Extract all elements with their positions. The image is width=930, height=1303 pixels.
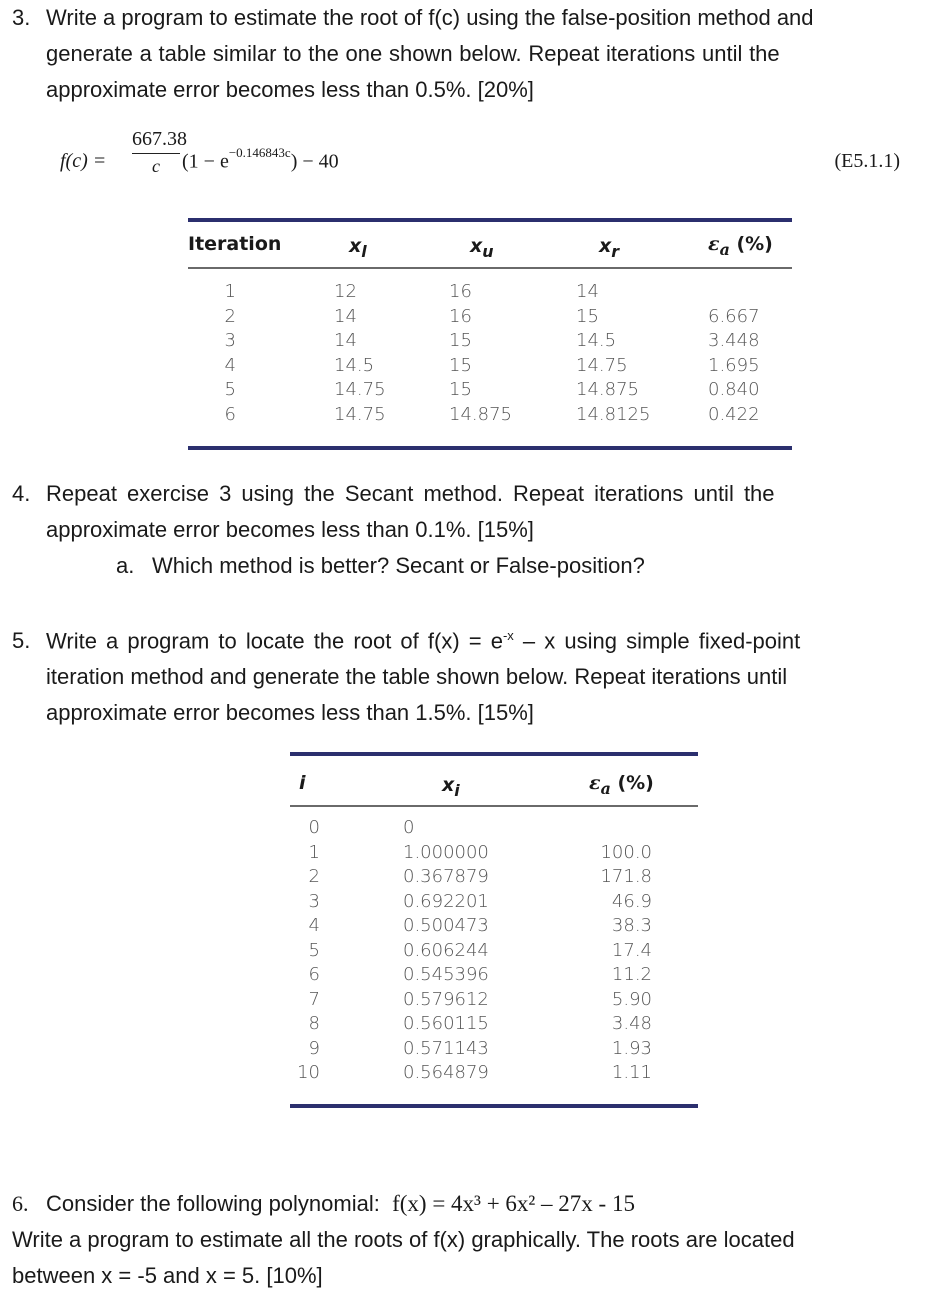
question-6-line-2: Write a program to estimate all the roots of f(x) graphically. The roots are located (12, 1227, 795, 1252)
question-3 (12, 0, 917, 108)
header-iteration: Iteration (188, 233, 282, 255)
table-cell: 2 (308, 866, 320, 887)
header-i: i (299, 772, 306, 794)
fixed-point-table (290, 752, 698, 1112)
table-cell: 1.695 (708, 354, 760, 376)
table-cell: 15 (449, 379, 472, 400)
equation-tag: (E5.1.1) (834, 150, 900, 172)
table-cell: 15 (449, 354, 472, 376)
question-3-line-2: generate a table similar to the one shown below. Repeat iterations until the (46, 41, 780, 66)
question-text-end: – x using simple fixed-point (513, 628, 801, 654)
table-cell: 14.875 (449, 403, 512, 425)
question-5-line-2: iteration method and generate the table shown below. Repeat iterations until (46, 664, 788, 690)
fraction-denominator: c (152, 156, 160, 176)
ea-column (708, 280, 788, 427)
subquestion-text: Which method is better? Secant or False-position? (152, 553, 645, 578)
table-cell: 1.93 (611, 1037, 652, 1059)
table-cell: 15 (576, 305, 599, 327)
polynomial: f(x) = 4x³ + 6x² – 27x - 15 (392, 1191, 635, 1216)
table-cell: 6 (224, 403, 236, 425)
table-header-rule (290, 805, 698, 807)
table-cell: 0.564879 (403, 1062, 489, 1083)
table-cell: 3.48 (611, 1013, 652, 1034)
header-xi-sub: i (454, 780, 460, 800)
subquestion-label: a. (116, 553, 135, 578)
table-cell: 46.9 (611, 890, 652, 912)
table-cell: 2 (224, 305, 236, 327)
question-4a (116, 548, 645, 584)
question-number: 6. (12, 1191, 29, 1216)
table-cell: 0.560115 (403, 1013, 489, 1034)
table-cell: 1.11 (611, 1062, 652, 1083)
table-cell: 5.90 (611, 988, 652, 1010)
table-cell: 4 (224, 354, 236, 376)
iteration-column (208, 280, 236, 427)
equation-body (182, 145, 339, 174)
table-cell: 0.367879 (403, 866, 489, 887)
table-cell: 14.75 (334, 403, 386, 425)
table-cell: 0 (403, 817, 415, 838)
question-6 (12, 1186, 917, 1294)
question-number: 4. (12, 481, 31, 506)
i-column (290, 816, 320, 1086)
header-xu (470, 235, 494, 261)
xr-column (576, 280, 676, 427)
question-number: 5. (12, 628, 31, 654)
table-cell: 14.5 (334, 354, 375, 376)
table-cell: 3 (224, 330, 236, 351)
header-ea-sub: a (600, 778, 611, 798)
table-cell: 3.448 (708, 330, 760, 351)
header-ea-unit: (%) (610, 772, 654, 794)
table-bottom-rule (188, 446, 792, 450)
question-text: Write a program to estimate the root of f(c) using the false-position method and (46, 5, 814, 30)
table-cell: 15 (449, 330, 472, 351)
table-header-rule (188, 267, 792, 269)
table-cell: 0.840 (708, 379, 760, 400)
xu-column (449, 280, 539, 427)
table-cell: 16 (449, 281, 472, 302)
table-cell: 0.422 (708, 403, 760, 425)
table-cell: 0.571143 (403, 1037, 489, 1059)
table-cell (708, 280, 788, 305)
table-cell: 11.2 (611, 964, 652, 985)
table-cell: 5 (308, 939, 320, 961)
table-cell: 100.0 (600, 841, 652, 863)
header-ea-sub: a (719, 239, 730, 259)
header-ea (589, 772, 654, 798)
question-3-line-1 (12, 0, 917, 36)
table-top-rule (290, 752, 698, 756)
question-4 (12, 476, 917, 548)
question-5-line-1 (12, 618, 917, 659)
table-cell: 6.667 (708, 305, 760, 327)
table-cell: 0.579612 (403, 988, 489, 1010)
equation-body-a: (1 − e (182, 150, 229, 173)
header-xu-sub: u (482, 241, 494, 261)
ea-column (582, 816, 652, 1086)
table-cell: 4 (308, 915, 320, 936)
table-cell (582, 816, 652, 841)
equation-lhs: f(c) = (60, 150, 107, 172)
table-cell: 0.692201 (403, 890, 489, 912)
question-3-line-3: approximate error becomes less than 0.5%. [20%] (46, 77, 534, 102)
header-ea-unit: (%) (729, 233, 773, 255)
table-cell: 6 (308, 964, 320, 985)
header-xl-sub: l (361, 241, 367, 261)
table-cell: 14.875 (576, 379, 639, 400)
false-position-table (188, 218, 792, 453)
table-cell: 14.5 (576, 330, 617, 351)
table-top-rule (188, 218, 792, 222)
equation-e5-1-1 (60, 128, 910, 188)
table-cell: 16 (449, 305, 472, 327)
question-4-line-2: approximate error becomes less than 0.1%. [15%] (46, 517, 534, 542)
table-cell: 14.8125 (576, 403, 651, 425)
header-xr (599, 235, 619, 261)
question-6-line-3: between x = -5 and x = 5. [10%] (12, 1263, 323, 1288)
table-cell: 171.8 (600, 866, 652, 887)
table-cell: 1.000000 (403, 841, 489, 863)
table-cell: 8 (308, 1013, 320, 1034)
table-cell: 0.500473 (403, 915, 489, 936)
table-cell: 12 (334, 281, 357, 302)
table-cell: 1 (308, 841, 320, 863)
table-cell: 38.3 (611, 915, 652, 936)
header-ea (708, 233, 773, 259)
table-cell: 14 (576, 281, 599, 302)
table-cell: 14.75 (576, 354, 628, 376)
table-cell: 9 (308, 1037, 320, 1059)
table-bottom-rule (290, 1104, 698, 1108)
table-cell: 17.4 (611, 939, 652, 961)
table-cell: 0 (308, 817, 320, 838)
exponent: -x (502, 628, 514, 643)
header-xl (349, 235, 367, 261)
table-cell: 10 (297, 1062, 320, 1083)
header-xr-main: x (599, 235, 612, 257)
question-6-line-1 (12, 1186, 917, 1222)
header-xi (442, 774, 460, 800)
xl-column (334, 280, 414, 427)
table-cell: 0.606244 (403, 939, 489, 961)
equation-body-b: ) − 40 (290, 150, 339, 173)
equation-fraction (132, 128, 187, 177)
equation-exponent: −0.146843c (228, 145, 291, 160)
fraction-numerator: 667.38 (132, 128, 180, 154)
table-cell: 14 (334, 305, 357, 327)
table-cell: 3 (308, 890, 320, 912)
table-cell: 5 (224, 379, 236, 400)
table-cell: 14.75 (334, 379, 386, 400)
table-cell: 1 (224, 281, 236, 302)
header-ea-symbol: ε (708, 233, 720, 255)
header-xi-main: x (442, 774, 455, 796)
header-ea-symbol: ε (589, 772, 601, 794)
question-5 (12, 618, 917, 731)
header-xl-main: x (349, 235, 362, 257)
header-xr-sub: r (611, 241, 620, 261)
question-4-line-1 (12, 476, 917, 512)
question-text: Consider the following polynomial: (46, 1191, 380, 1216)
xi-column (403, 816, 513, 1086)
table-cell: 0.545396 (403, 964, 489, 985)
table-cell: 7 (308, 988, 320, 1010)
question-text: Repeat exercise 3 using the Secant method. Repeat iterations until the (46, 481, 775, 506)
header-xu-main: x (470, 235, 483, 257)
table-cell: 14 (334, 330, 357, 351)
question-text: Write a program to locate the root of f(x) = e (46, 628, 503, 654)
question-number: 3. (12, 5, 31, 30)
question-5-line-3: approximate error becomes less than 1.5%. [15%] (46, 700, 534, 726)
